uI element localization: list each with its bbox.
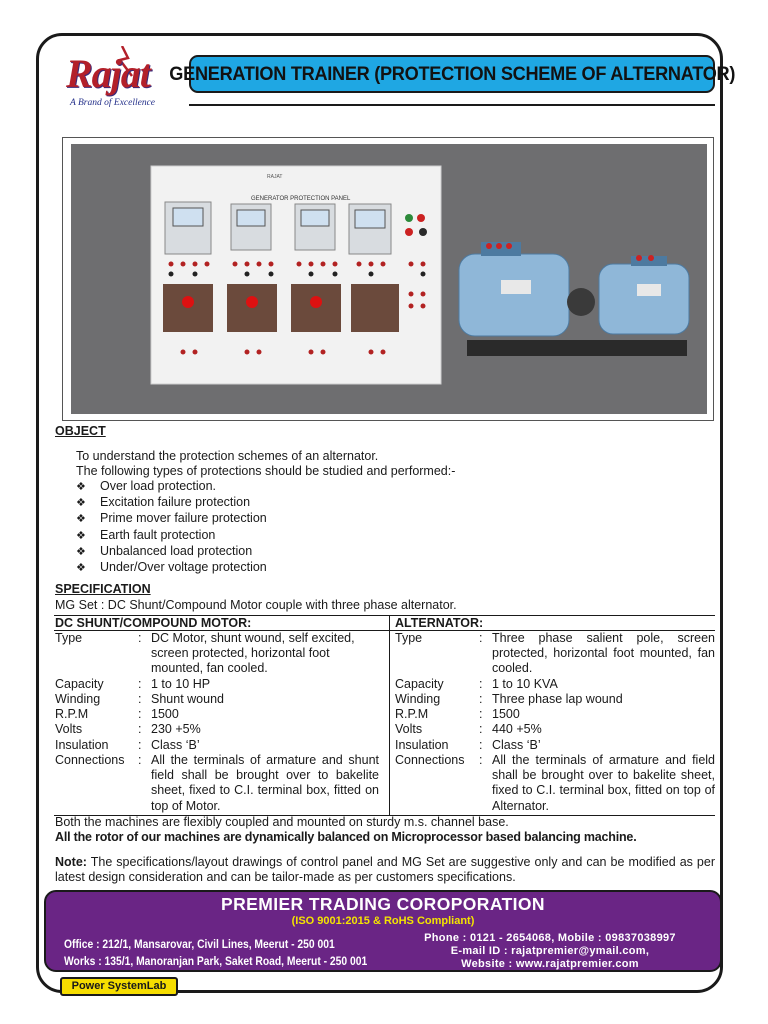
iso-line: (ISO 9001:2015 & RoHS Compliant): [291, 915, 475, 927]
lab-badge: Power SystemLab: [60, 977, 178, 996]
note-label: Note:: [55, 855, 87, 869]
protection-panel: [151, 166, 441, 384]
trainer-illustration: [71, 144, 707, 414]
page-title: GENERATION TRAINER (PROTECTION SCHEME OF ALTERNATOR): [169, 62, 735, 85]
company-name: PREMIER TRADING COROPORATION: [221, 894, 545, 914]
object-intro-1: To understand the protection schemes of an alternator.: [76, 449, 379, 463]
email-line[interactable]: E-mail ID : rajatpremier@ymail.com,: [450, 945, 650, 957]
object-heading: OBJECT: [55, 424, 106, 438]
logo-wordmark: Rajat: [66, 51, 150, 96]
alternator-heading: ALTERNATOR:: [395, 616, 484, 630]
phone-line: Phone : 0121 - 2654068, Mobile : 09837038997: [424, 932, 676, 944]
title-banner: [169, 55, 735, 93]
mg-set-line: MG Set : DC Shunt/Compound Motor couple with three phase alternator.: [55, 598, 457, 612]
works-address: Works : 135/1, Manoranjan Park, Saket Road, Meerut - 250 001: [64, 954, 368, 968]
list-item: ❖ Unbalanced load protection: [76, 544, 267, 560]
panel-title: GENERATOR PROTECTION PANEL: [251, 196, 351, 202]
bullet-icon: ❖: [76, 529, 86, 542]
protection-list: [76, 479, 267, 576]
title-underline: [189, 104, 715, 106]
bullet-icon: ❖: [76, 562, 86, 575]
logo-tagline: A Brand of Excellence: [70, 98, 156, 108]
note-text: The specifications/layout drawings of control panel and MG Set are suggestive only and can be modified as per latest design consideration and can be tailor-made as per customers specifications.: [55, 855, 715, 885]
object-intro-2: The following types of protections should be studied and performed:-: [76, 464, 456, 478]
column-divider: [389, 616, 390, 815]
website-line[interactable]: Website : www.rajatpremier.com: [461, 958, 639, 970]
bullet-icon: ❖: [76, 545, 86, 558]
list-item: ❖ Over load protection.: [76, 479, 267, 495]
office-address: Office : 212/1, Mansarovar, Civil Lines, Meerut - 250 001: [64, 937, 335, 951]
mounting-text: Both the machines are flexibly coupled and mounted on sturdy m.s. channel base.: [55, 815, 509, 829]
brand-logo: [62, 46, 174, 108]
panel-logo: RAJAT: [267, 174, 283, 180]
list-item: ❖ Under/Over voltage protection: [76, 560, 267, 576]
balancing-text: All the rotor of our machines are dynamically balanced on Microprocessor based balancing machine.: [55, 830, 637, 844]
bullet-icon: ❖: [76, 481, 86, 493]
bullet-icon: ❖: [76, 497, 86, 510]
list-item: ❖ Excitation failure protection: [76, 495, 267, 511]
note-paragraph: [55, 855, 715, 885]
list-item: ❖ Prime mover failure protection: [76, 511, 267, 527]
motor-heading: DC SHUNT/COMPOUND MOTOR:: [55, 616, 252, 630]
bullet-icon: ❖: [76, 513, 86, 526]
product-photo: [62, 137, 714, 421]
specification-heading: SPECIFICATION: [55, 582, 151, 596]
company-footer: [44, 890, 722, 972]
list-item: ❖ Earth fault protection: [76, 528, 267, 544]
